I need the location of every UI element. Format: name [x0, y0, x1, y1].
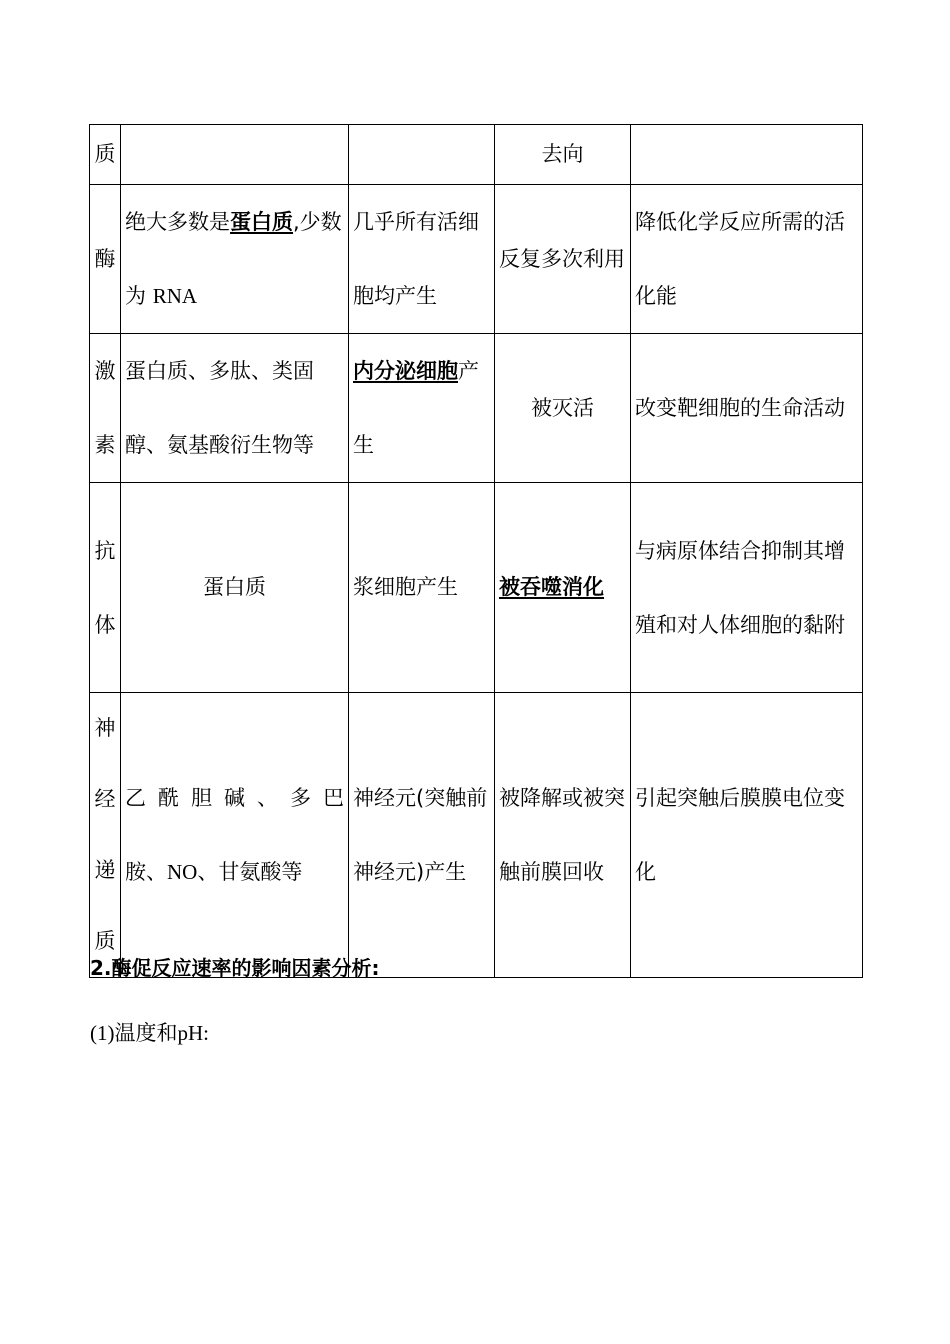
row-name-cell: 质: [90, 125, 121, 185]
function-cell: 改变靶细胞的生命活动: [631, 334, 863, 483]
nature-cell: 蛋白质、多肽、类固醇、氨基酸衍生物等: [121, 334, 349, 483]
fate-cell: 被吞噬消化: [495, 483, 631, 693]
source-cell: 几乎所有活细胞均产生: [349, 185, 495, 334]
nature-cell: 乙酰胆碱、多巴 胺、NO、甘氨酸等: [121, 693, 349, 978]
fate-cell: 反复多次利用: [495, 185, 631, 334]
table-row: [90, 125, 863, 185]
function-cell: 引起突触后膜膜电位变化: [631, 693, 863, 978]
table-row: [90, 185, 863, 334]
source-cell: 神经元(突触前神经元)产生: [349, 693, 495, 978]
header-fate-cell: 去向: [495, 125, 631, 185]
row-name-cell: 抗 体: [90, 483, 121, 693]
table-row: [90, 483, 863, 693]
table-cell: [631, 125, 863, 185]
table-cell: [349, 125, 495, 185]
source-cell: 浆细胞产生: [349, 483, 495, 693]
fate-cell: 被灭活: [495, 334, 631, 483]
subsection-title: (1)温度和pH:: [90, 1021, 209, 1045]
nature-cell: 绝大多数是蛋白质,少数为 RNA: [121, 185, 349, 334]
table-row: [90, 334, 863, 483]
comparison-table: [89, 124, 863, 978]
fate-cell: 被降解或被突触前膜回收: [495, 693, 631, 978]
function-cell: 与病原体结合抑制其增殖和对人体细胞的黏附: [631, 483, 863, 693]
row-name-cell: 酶: [90, 185, 121, 334]
table-row: [90, 693, 863, 978]
table-cell: [121, 125, 349, 185]
function-cell: 降低化学反应所需的活化能: [631, 185, 863, 334]
section-heading: 2.酶促反应速率的影响因素分析:: [90, 956, 380, 980]
row-name-cell: 神 经 递 质: [90, 693, 121, 978]
row-name-cell: 激 素: [90, 334, 121, 483]
nature-cell: 蛋白质: [121, 483, 349, 693]
source-cell: 内分泌细胞产生: [349, 334, 495, 483]
